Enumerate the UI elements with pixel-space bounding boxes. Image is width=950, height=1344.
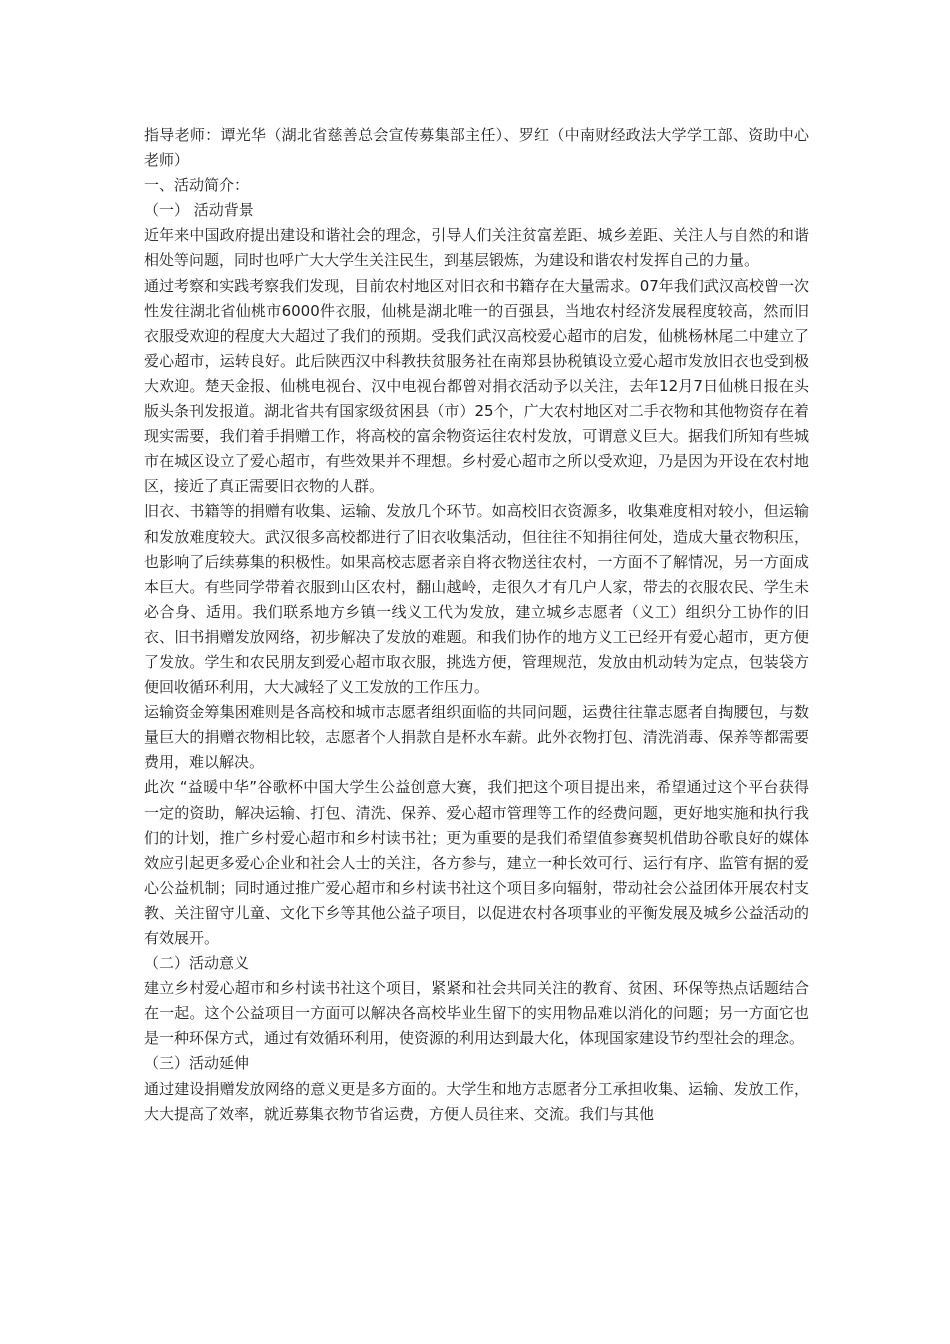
paragraph-significance: 建立乡村爱心超市和乡村读书社这个项目，紧紧和社会共同关注的教育、贫困、环保等热点话题结合在一起。这个公益项目一方面可以解决各高校毕业生留下的实用物品难以消化的问题；另一方面它也是一种环保方式，通过有效循环利用，使资源的利用达到最大化，体现国家建设节约型社会的理念。 [144,979,809,1048]
paragraph-background-1: 近年来中国政府提出建设和谐社会的理念，引导人们关注贫富差距、城乡差距、关注人与自然的和谐相处等问题，同时也呼广大大学生关注民生，到基层锻炼，为建设和谐农村发挥自己的力量。 [144,226,809,270]
paragraph-background-5: 此次 “益暖中华”谷歌杯中国大学生公益创意大赛，我们把这个项目提出来，希望通过这个平台获得一定的资助，解决运输、打包、清洗、保养、爱心超市管理等工作的经费问题，更好地实施和执行我们的计划，推广乡村爱心超市和乡村读书社；更为重要的是我们希望值参赛契机借助谷歌良好的媒体效应引起更多爱心企业和社会人士的关注，各方参与，建立一种长效可行、运行有序、监管有据的爱心公益机制；同时通过推广爱心超市和乡村读书社这个项目多向辐射，带动社会公益团体开展农村支教、关注留守儿童、文化下乡等其他公益子项目，以促进农村各项事业的平衡发展及城乡公益活动的有效展开。 [144,778,809,947]
paragraph-extension: 通过建设捐赠发放网络的意义更是多方面的。大学生和地方志愿者分工承担收集、运输、发放工作，大大提高了效率，就近募集衣物节省运费，方便人员往来、交流。我们与其他 [144,1079,809,1123]
document-body [144,123,809,1127]
subheading-background: （一） 活动背景 [144,201,254,220]
subheading-significance: （二）活动意义 [144,954,250,973]
subheading-extension: （三）活动延伸 [144,1054,250,1073]
paragraph-background-2: 通过考察和实践考察我们发现，目前农村地区对旧衣和书籍存在大量需求。07年我们武汉高校曾一次性发往湖北省仙桃市6000件衣服，仙桃是湖北唯一的百强县，当地农村经济发展程度较高，然而旧衣服受欢迎的程度大大超过了我们的预期。受我们武汉高校爱心超市的启发，仙桃杨林尾二中建立了爱心超市，运转良好。此后陕西汉中科教扶贫服务社在南郑县协税镇设立爱心超市发放旧衣也受到极大欢迎。楚天金报、仙桃电视台、汉中电视台都曾对捐衣活动予以关注，去年12月7日仙桃日报在头版头条刊发报道。湖北省共有国家级贫困县（市）25个，广大农村地区对二手衣物和其他物资存在着现实需要，我们着手捐赠工作，将高校的富余物资运往农村发放，可谓意义巨大。据我们所知有些城市在城区设立了爱心超市，有些效果并不理想。乡村爱心超市之所以受欢迎，乃是因为开设在农村地区，接近了真正需要旧衣物的人群。 [144,276,809,496]
paragraph-background-3: 旧衣、书籍等的捐赠有收集、运输、发放几个环节。如高校旧衣资源多，收集难度相对较小，但运输和发放难度较大。武汉很多高校都进行了旧衣收集活动，但往往不知捐往何处，造成大量衣物积压，也影响了后续募集的积极性。如果高校志愿者亲自将衣物送往农村，一方面不了解情况，另一方面成本巨大。有些同学带着衣服到山区农村，翻山越岭，走很久才有几户人家，带去的衣服农民、学生未必合身、适用。我们联系地方乡镇一线义工代为发放，建立城乡志愿者（义工）组织分工协作的旧衣、旧书捐赠发放网络，初步解决了发放的难题。和我们协作的地方义工已经开有爱心超市，更方便了发放。学生和农民朋友到爱心超市取衣服，挑选方便，管理规范，发放由机动转为定点，包装袋方便回收循环利用，大大减轻了义工发放的工作压力。 [144,502,809,697]
paragraph-background-4: 运输资金筹集困难则是各高校和城市志愿者组织面临的共同问题，运费往往靠志愿者自掏腰包，与数量巨大的捐赠衣物相比较，志愿者个人捐款自是杯水车薪。此外衣物打包、清洗消毒、保养等都需要费用，难以解决。 [144,703,809,772]
section-heading-intro: 一、活动简介： [144,176,250,195]
advisors-line: 指导老师：谭光华（湖北省慈善总会宣传募集部主任）、罗红（中南财经政法大学学工部、资助中心老师） [144,126,809,170]
